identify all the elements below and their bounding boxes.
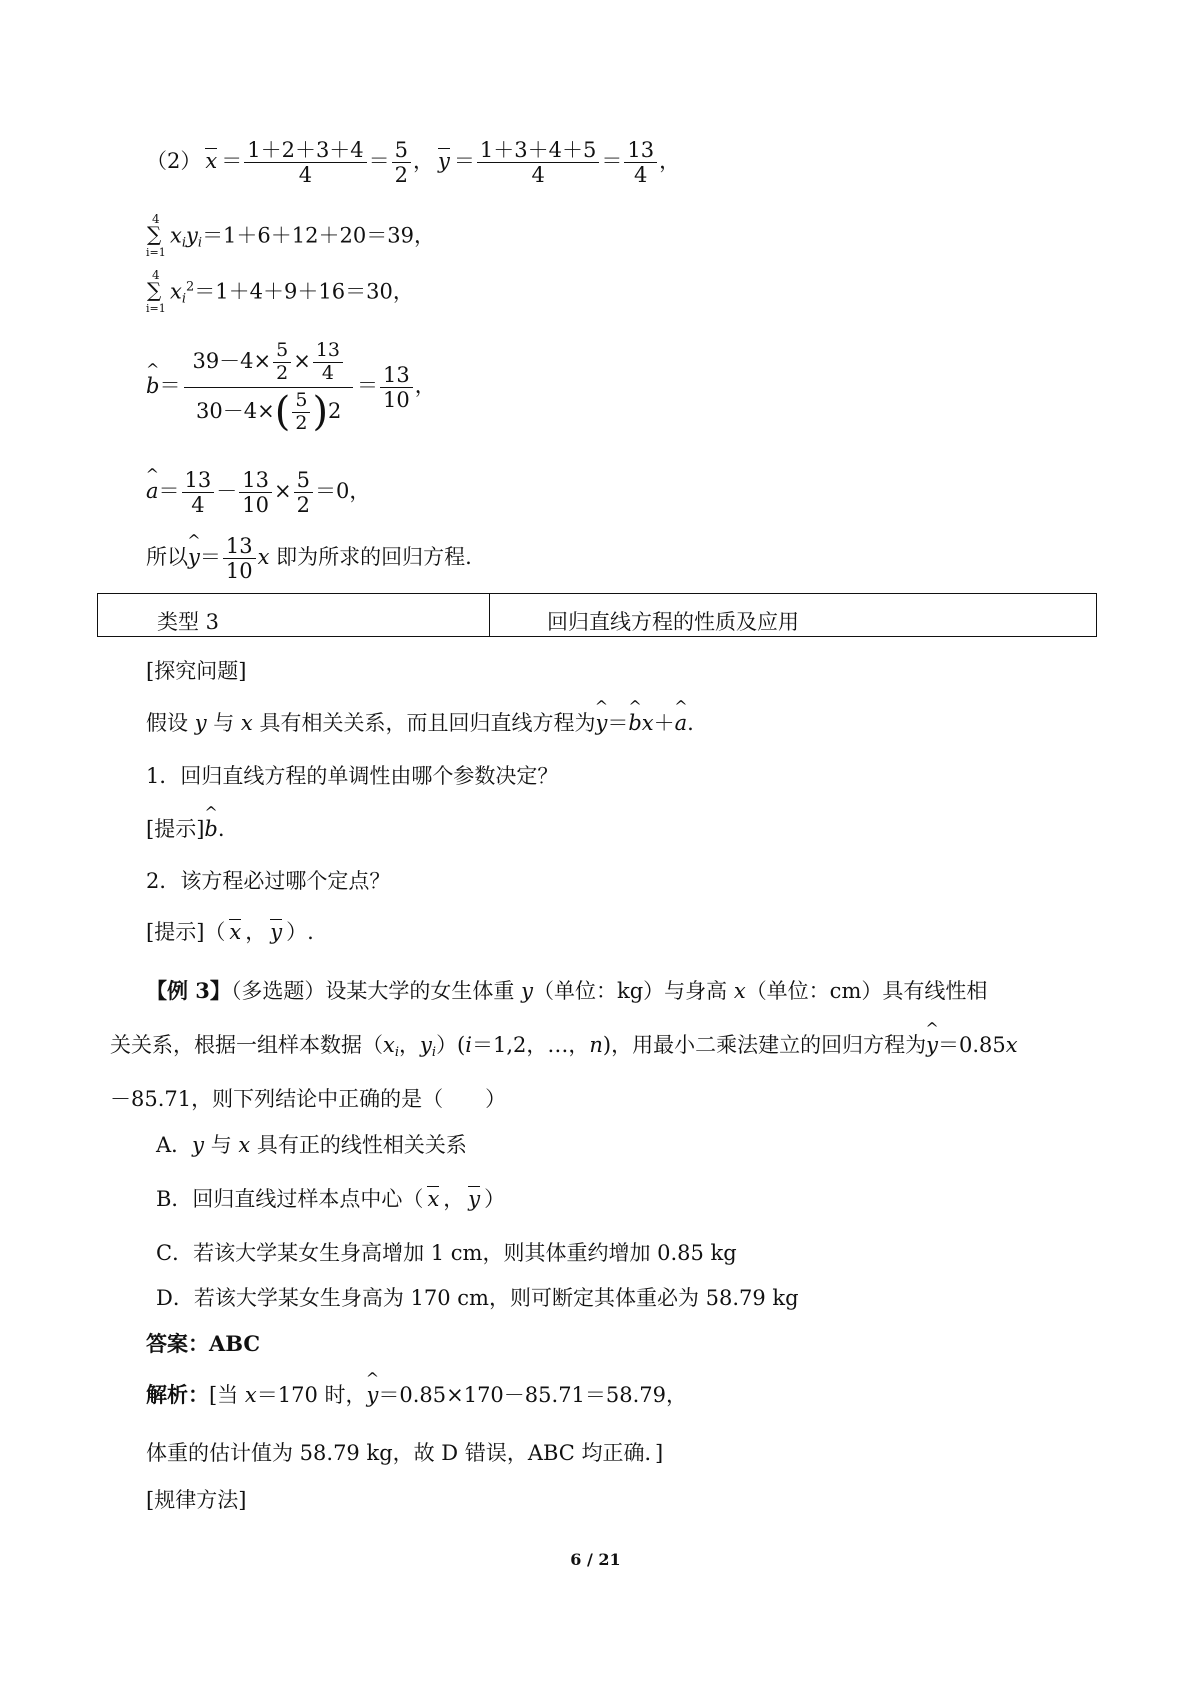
denominator: 10 xyxy=(225,559,253,584)
text: ）( xyxy=(436,1033,466,1057)
var-x: x xyxy=(257,545,270,570)
sub-i: i xyxy=(181,235,187,251)
fraction xyxy=(244,138,366,187)
denominator: 4 xyxy=(321,361,334,384)
var-y: y xyxy=(192,1133,205,1157)
numerator: 1＋3＋4＋5 xyxy=(477,138,599,163)
question-2: 2．该方程必过哪个定点？ xyxy=(146,869,391,893)
numerator xyxy=(184,340,353,388)
var-y: y xyxy=(194,711,207,735)
sigma: ∑ xyxy=(147,278,162,302)
sigma: ∑ xyxy=(147,222,162,246)
y-bar: y xyxy=(270,920,283,944)
a-result: ＝0， xyxy=(314,479,371,504)
text: [当 xyxy=(209,1383,245,1407)
text: 与 xyxy=(206,711,241,735)
analysis-line-2: 体重的估计值为 58.79 kg，故 D 错误，ABC 均正确．] xyxy=(146,1441,664,1465)
denominator: 2 xyxy=(276,361,289,384)
section-type-label: 类型 3 xyxy=(157,610,220,634)
eq: ＝ xyxy=(159,373,181,398)
sum-upper: 4 xyxy=(152,212,160,226)
question-1: 1．回归直线方程的单调性由哪个参数决定？ xyxy=(146,764,559,788)
text: （单位：cm）具有线性相 xyxy=(745,979,988,1003)
conclusion-suffix: 即为所求的回归方程. xyxy=(269,545,472,570)
regression-conclusion xyxy=(146,534,472,583)
fraction xyxy=(182,468,215,517)
times: × xyxy=(274,479,292,504)
denominator: 4 xyxy=(191,493,205,518)
fraction xyxy=(313,340,343,385)
text: 具有相关关系，而且回归直线方程为 xyxy=(252,711,596,735)
example-tag: 【例 3】 xyxy=(146,978,231,1003)
conclusion-prefix: 所以 xyxy=(146,545,188,570)
text: ＝1,2，…， xyxy=(471,1033,590,1057)
var-y: y xyxy=(420,1033,432,1057)
var-n: n xyxy=(589,1033,603,1057)
numerator: 13 xyxy=(624,138,657,163)
text: （单位：kg）与身高 xyxy=(533,979,734,1003)
eq: ＝ xyxy=(607,711,629,735)
sum-lower: i=1 xyxy=(146,302,166,315)
var-x: x xyxy=(170,223,182,248)
left-paren: ( xyxy=(274,389,291,436)
hint-label: [提示] xyxy=(146,817,205,841)
eq: ＝ xyxy=(357,373,379,398)
explore-heading: [探究问题] xyxy=(146,659,247,683)
denominator: 4 xyxy=(634,163,648,188)
var-i: i xyxy=(465,1033,472,1057)
fraction xyxy=(624,138,657,187)
hint-2 xyxy=(146,916,314,946)
text: B．回归直线过样本点中心（ xyxy=(156,1187,424,1211)
times: × xyxy=(293,348,311,373)
b-hat-equation xyxy=(146,340,436,434)
fraction xyxy=(294,468,313,517)
text: 与 xyxy=(204,1133,239,1157)
y-hat: ^ y xyxy=(366,1383,378,1407)
fraction xyxy=(477,138,599,187)
example-line-3: －85.71，则下列结论中正确的是（ ） xyxy=(110,1087,507,1111)
var-x: x xyxy=(244,1383,257,1407)
option-letter: A． xyxy=(156,1133,193,1157)
b-hat: ^ b xyxy=(146,374,159,398)
fraction xyxy=(223,534,256,583)
fraction xyxy=(292,390,310,435)
denominator: 2 xyxy=(295,411,308,434)
var-x: x xyxy=(1005,1033,1018,1057)
numerator: 13 xyxy=(313,340,343,363)
sub-i: i xyxy=(197,235,203,251)
comma: ， xyxy=(245,920,267,944)
analysis-label: 解析： xyxy=(146,1382,209,1407)
denominator: 4 xyxy=(531,163,545,188)
punct: ）. xyxy=(286,920,314,944)
page-number: 6 / 21 xyxy=(570,1550,621,1569)
section-title: 回归直线方程的性质及应用 xyxy=(547,610,799,634)
var-x: x xyxy=(383,1033,395,1057)
part-label: （2） xyxy=(146,149,202,174)
comma: ， xyxy=(443,1187,465,1211)
sum-x2 xyxy=(146,268,414,318)
sum-upper: 4 xyxy=(152,268,160,282)
section-header-table xyxy=(97,593,1097,637)
superscript: 2 xyxy=(186,279,195,295)
numerator: 5 xyxy=(292,390,310,413)
minus: － xyxy=(216,479,238,504)
eq: ＝ xyxy=(601,149,623,174)
text: ＝0.85 xyxy=(938,1033,1006,1057)
sum-xy xyxy=(146,212,435,262)
eq: ＝ xyxy=(158,479,180,504)
punct: ） xyxy=(484,1187,506,1211)
eq: ＝ xyxy=(221,149,243,174)
b-hat: ^ b xyxy=(628,711,641,735)
denominator: 10 xyxy=(383,387,410,412)
text: （多选题）设某大学的女生体重 xyxy=(230,979,522,1003)
sum-result: ＝1＋6＋12＋20＝39， xyxy=(202,223,435,248)
punct: . xyxy=(217,817,225,841)
option-b xyxy=(156,1183,505,1213)
y-hat: ^ y xyxy=(188,545,200,569)
y-hat: ^ y xyxy=(926,1033,938,1057)
text: )，用最小二乘法建立的回归方程为 xyxy=(602,1033,927,1057)
num-text: 39－4× xyxy=(192,348,272,373)
a-hat-equation xyxy=(146,468,370,517)
y-hat: ^ y xyxy=(595,711,607,735)
option-c: C．若该大学某女生身高增加 1 cm，则其体重约增加 0.85 kg xyxy=(156,1241,737,1265)
denominator: 2 xyxy=(394,163,409,188)
denominator: 4 xyxy=(298,163,313,188)
punct: . xyxy=(687,711,694,735)
numerator: 13 xyxy=(380,363,413,388)
fraction xyxy=(380,363,413,412)
y-bar: y xyxy=(438,149,450,174)
option-a xyxy=(156,1129,467,1159)
numerator: 5 xyxy=(273,340,291,363)
sub-i: i xyxy=(394,1045,400,1060)
eq: ＝ xyxy=(368,149,390,174)
comma: ， xyxy=(399,1033,421,1057)
a-hat: ^ a xyxy=(675,711,688,735)
separator: ， xyxy=(413,149,435,174)
text: ＝0.85×170－85.71＝58.79， xyxy=(378,1383,688,1407)
b-hat: ^ b xyxy=(204,817,217,841)
sigma-symbol xyxy=(146,212,168,262)
var-y: y xyxy=(521,979,533,1003)
right-paren: ) xyxy=(312,389,329,436)
var-x: x xyxy=(238,1133,251,1157)
numerator: 13 xyxy=(239,468,272,493)
den-text: 30－4× xyxy=(196,398,275,423)
y-bar: y xyxy=(468,1187,481,1211)
var-x: x xyxy=(170,279,182,304)
sub-i: i xyxy=(431,1045,437,1060)
denominator: 2 xyxy=(296,493,310,518)
answer: 答案：ABC xyxy=(146,1331,261,1356)
var-x: x xyxy=(641,711,654,735)
table-divider xyxy=(489,594,490,636)
denominator: 10 xyxy=(242,493,269,518)
sub-i: i xyxy=(181,291,187,307)
hint-1 xyxy=(146,813,225,843)
x-bar: x xyxy=(427,1187,440,1211)
punct: ， xyxy=(659,149,681,174)
option-d: D．若该大学某女生身高为 170 cm，则可断定其体重必为 58.79 kg xyxy=(156,1286,799,1310)
sum-result: ＝1＋4＋9＋16＝30， xyxy=(194,279,414,304)
var-x: x xyxy=(240,711,253,735)
plus: ＋ xyxy=(653,711,675,735)
numerator: 1＋2＋3＋4 xyxy=(244,138,366,163)
analysis-line-1 xyxy=(146,1379,687,1409)
eq: ＝ xyxy=(199,545,221,570)
method-heading: [规律方法] xyxy=(146,1488,247,1512)
var-y: y xyxy=(186,223,198,248)
punct: ， xyxy=(414,373,436,398)
fraction xyxy=(273,340,291,385)
a-hat: ^ a xyxy=(146,479,159,503)
sigma-symbol xyxy=(146,268,168,318)
fraction xyxy=(392,138,411,187)
text: ＝170 时， xyxy=(256,1383,367,1407)
line-means xyxy=(146,138,680,187)
numerator: 5 xyxy=(392,138,411,163)
superscript: 2 xyxy=(328,398,342,423)
example-line-1 xyxy=(146,975,987,1005)
big-fraction xyxy=(184,340,353,434)
numerator: 13 xyxy=(182,468,215,493)
assumption-line xyxy=(146,707,694,737)
x-bar: x xyxy=(205,149,218,174)
example-line-2 xyxy=(110,1029,1018,1060)
eq: ＝ xyxy=(453,149,475,174)
text: 具有正的线性相关关系 xyxy=(250,1133,467,1157)
denominator xyxy=(184,388,353,435)
hint-label: [提示]（ xyxy=(146,920,226,944)
numerator: 5 xyxy=(294,468,313,493)
x-bar: x xyxy=(229,920,242,944)
text: 关关系，根据一组样本数据（ xyxy=(110,1033,383,1057)
var-x: x xyxy=(733,979,746,1003)
fraction xyxy=(239,468,272,517)
sum-lower: i=1 xyxy=(146,246,166,259)
numerator: 13 xyxy=(223,534,256,559)
text: 假设 xyxy=(146,711,195,735)
